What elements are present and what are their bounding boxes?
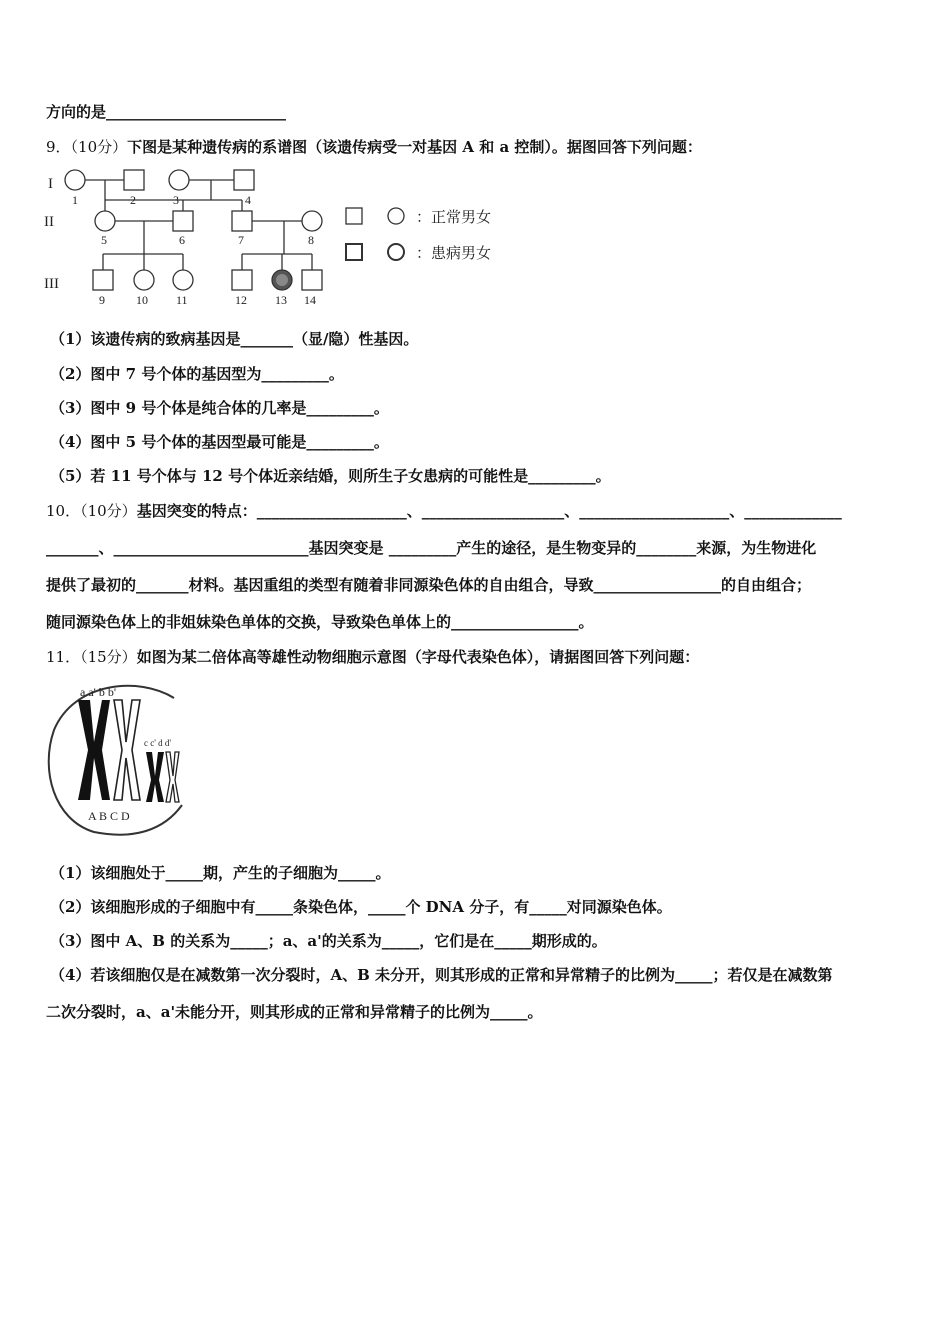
q9-sub5: （5）若 11 号个体与 12 号个体近亲结婚，则所生子女患病的可能性是_________。 <box>50 467 611 485</box>
q11-sub2: （2）该细胞形成的子细胞中有_____条染色体，_____个 DNA 分子，有_____对同源染色体。 <box>50 898 672 916</box>
label-small-letters: c c' d d' <box>144 738 171 748</box>
q9-sub3: （3）图中 9 号个体是纯合体的几率是_________。 <box>50 399 389 417</box>
q9-sub1: （1）该遗传病的致病基因是_______（显/隐）性基因。 <box>50 330 419 348</box>
q10-line1 <box>46 500 906 522</box>
id-3: 3 <box>173 193 179 207</box>
q11-sub3: （3）图中 A、B 的关系为_____；a、a'的关系为_____，它们是在_____期形成的。 <box>50 932 607 950</box>
individual-7 <box>232 211 252 231</box>
legend-affected-label: ：患病男女 <box>416 244 492 262</box>
q10-line4: 随同源染色体上的非姐妹染色单体的交换，导致染色单体上的_________________。 <box>46 613 594 631</box>
id-1: 1 <box>72 193 78 207</box>
q8-tail: 方向的是________________________ <box>46 103 287 121</box>
q10-number: 10．（10分） <box>46 502 137 520</box>
individual-9 <box>93 270 113 290</box>
individual-1 <box>65 170 85 190</box>
gen-label-1: I <box>48 176 53 192</box>
individual-12 <box>232 270 252 290</box>
chromosome-d <box>166 752 179 802</box>
pedigree-diagram <box>40 166 520 312</box>
q9-number: 9．（10分） <box>46 138 128 156</box>
q11-sub4-line2: 二次分裂时，a、a'未能分开，则其形成的正常和异常精子的比例为_____。 <box>46 1003 543 1021</box>
legend-normal-label: ：正常男女 <box>416 208 492 226</box>
individual-3 <box>169 170 189 190</box>
q11-stem: 如图为某二倍体高等雄性动物细胞示意图（字母代表染色体），请据图回答下列问题： <box>136 648 700 666</box>
individual-5 <box>95 211 115 231</box>
legend-affected-female <box>388 244 404 260</box>
legend-normal-female <box>388 208 404 224</box>
individual-6 <box>173 211 193 231</box>
id-2: 2 <box>130 193 136 207</box>
individual-14 <box>302 270 322 290</box>
q10-text-1: 基因突变的特点：____________________、___________________、____________________、_____________ <box>136 502 842 520</box>
q9-sub2: （2）图中 7 号个体的基因型为_________。 <box>50 365 344 383</box>
q9-header <box>46 136 906 158</box>
chromosome-a <box>78 700 110 800</box>
id-10: 10 <box>136 293 148 307</box>
id-14: 14 <box>304 293 316 307</box>
q10-line2: _______、__________________________基因突变是 _________产生的途径，是生物变异的________来源，为生物进化 <box>46 539 817 557</box>
id-11: 11 <box>176 293 188 307</box>
label-bottom-letters: A B C D <box>88 809 130 823</box>
id-9: 9 <box>99 293 105 307</box>
id-4: 4 <box>245 193 251 207</box>
gen-label-3: III <box>44 276 59 292</box>
id-5: 5 <box>101 233 107 247</box>
q10-line3: 提供了最初的_______材料。基因重组的类型有随着非同源染色体的自由组合，导致_________________的自由组合； <box>46 576 812 594</box>
cell-diagram <box>44 680 194 840</box>
label-top-letters: a a' b b' <box>80 685 116 699</box>
gen-label-2: II <box>44 214 54 230</box>
individual-11 <box>173 270 193 290</box>
legend-affected-male <box>346 244 362 260</box>
id-13: 13 <box>275 293 287 307</box>
individual-8 <box>302 211 322 231</box>
individual-4 <box>234 170 254 190</box>
q11-sub1: （1）该细胞处于_____期，产生的子细胞为_____。 <box>50 864 391 882</box>
q9-stem: 下图是某种遗传病的系谱图（该遗传病受一对基因 A 和 a 控制）。据图回答下列问题： <box>127 138 702 156</box>
chromosome-b <box>114 700 140 800</box>
id-6: 6 <box>179 233 185 247</box>
id-7: 7 <box>238 233 244 247</box>
chromosome-c <box>146 752 164 802</box>
individual-2 <box>124 170 144 190</box>
q11-sub4-line1: （4）若该细胞仅是在减数第一次分裂时，A、B 未分开，则其形成的正常和异常精子的比例为_____；若仅是在减数第 <box>50 966 833 984</box>
id-12: 12 <box>235 293 247 307</box>
q9-sub4: （4）图中 5 号个体的基因型最可能是_________。 <box>50 433 389 451</box>
q11-header <box>46 646 906 668</box>
legend-normal-male <box>346 208 362 224</box>
individual-10 <box>134 270 154 290</box>
id-8: 8 <box>308 233 314 247</box>
q11-number: 11．（15分） <box>46 648 137 666</box>
